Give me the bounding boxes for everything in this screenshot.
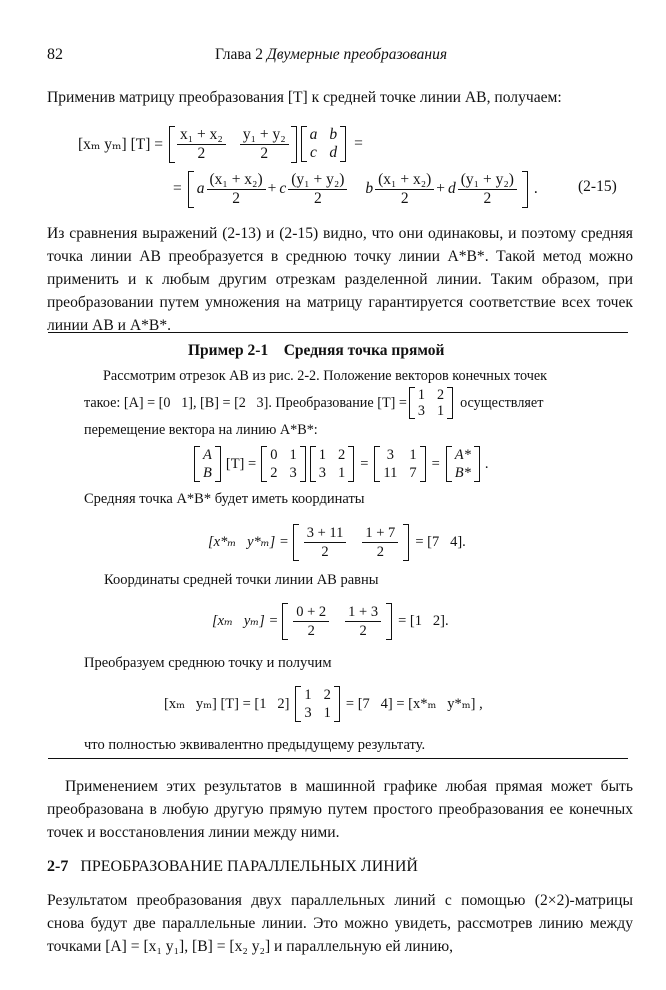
running-header	[215, 46, 447, 64]
section-heading	[47, 858, 418, 876]
example-line-1: Рассмотрим отрезок AB из рис. 2-2. Положение векторов конечных точек	[103, 368, 548, 384]
example-line-2: такое: [A] = [0 1], [B] = [2 3]. Преобразование [T] = 1 2 3 1 осуществляет	[84, 387, 544, 419]
example-coord-text: Координаты средней точки линии AB равны	[104, 572, 379, 588]
paragraph-3: Результатом преобразования двух параллельных линий с помощью (2×2)-матрицы снова будут две параллельные линии. Это можно увидеть, рассмотрев линию между точками [A] = [x₁ y₁], [B] = [x₂ y₂] и параллельную ей линию,	[47, 892, 633, 955]
intro-line: Применив матрицу преобразования [T] к средней точке линии AB, получаем:	[47, 89, 562, 106]
eq-lhs: [xₘ yₘ] [T] =	[78, 135, 163, 153]
matrix-t: a b c d	[301, 126, 347, 162]
fraction-x: $\frac{\text{x₁ + x₂}}{2}$	[177, 126, 226, 163]
example-equation-3: [xₘ yₘ] = $\frac{0 + 2}{2}$ $\frac{1 + 3}{2}$ = [1 2].	[212, 603, 449, 639]
example-top-rule	[48, 332, 628, 333]
equals-sign: =	[354, 135, 363, 152]
equation-2-15-line-1	[78, 120, 363, 168]
example-closing: что полностью эквивалентно предыдущему результату.	[84, 737, 426, 753]
example-mid-text: Средняя точка A*B* будет иметь координаты	[84, 491, 365, 507]
example-equation-4: [xₘ yₘ] [T] = [1 2] 1 2 3 1 = [7 4] = [x*ₘ y*ₘ] ,	[164, 687, 483, 721]
example-equation-1: A B [T] = 0 1 2 3 1 2 3 1 = 3 1 11 7 = A* B* .	[192, 443, 489, 485]
row-matrix	[169, 126, 297, 163]
example-bottom-rule	[48, 758, 628, 759]
example-line-3: перемещение вектора на линию A*B*:	[84, 422, 318, 438]
equation-2-15-line-2: = a $\frac{\text{(x₁ + x₂)}}{2}$ + c $\frac{\text{(y₁ + y₂)}}{2}$ b $\frac{\text{(x₁ + x₂)}}{2}$ + d $\frac{\text{(y₁ + y₂)}}{2}$ .	[173, 170, 538, 207]
equation-label: (2-15)	[578, 178, 617, 195]
result-row-matrix: a $\frac{\text{(x₁ + x₂)}}{2}$ + c $\frac{\text{(y₁ + y₂)}}{2}$ b $\frac{\text{(x₁ + x₂)}}{2}$ + d $\frac{\text{(y₁ + y₂)}}{2}$	[188, 171, 528, 208]
example-t-matrix: 1 2 3 1	[409, 387, 453, 419]
section-number: 2-7	[47, 858, 69, 875]
example-title: Пример 2-1 Средняя точка прямой	[188, 342, 445, 359]
paragraph-1: Из сравнения выражений (2-13) и (2-15) видно, что они одинаковы, и поэтому средняя точка линии AB преобразуется в среднюю точку линии A*B*. Такой метод можно применить и к любым другим отрезкам разделенной линии. Таким образом, при преобразовании путем умножения на матрицу гарантируется соответствие всех точек линии AB и A*B*.	[47, 225, 633, 334]
paragraph-2: Применением этих результатов в машинной графике любая прямая может быть преобразована в любую другую прямую путем простого преобразования ее конечных точек и восстановления линии между ними.	[47, 778, 633, 841]
section-title: ПРЕОБРАЗОВАНИЕ ПАРАЛЛЕЛЬНЫХ ЛИНИЙ	[80, 858, 418, 875]
page-number: 82	[47, 46, 63, 63]
example-transform-text: Преобразуем среднюю точку и получим	[84, 655, 332, 671]
fraction-y: $\frac{\text{y₁ + y₂}}{2}$	[240, 126, 289, 163]
chapter-label: Глава 2	[215, 46, 264, 63]
example-equation-2: [x*ₘ y*ₘ] = $\frac{3 + 11}{2}$ $\frac{1 + 7}{2}$ = [7 4].	[208, 524, 466, 560]
chapter-title: Двумерные преобразования	[266, 46, 448, 63]
